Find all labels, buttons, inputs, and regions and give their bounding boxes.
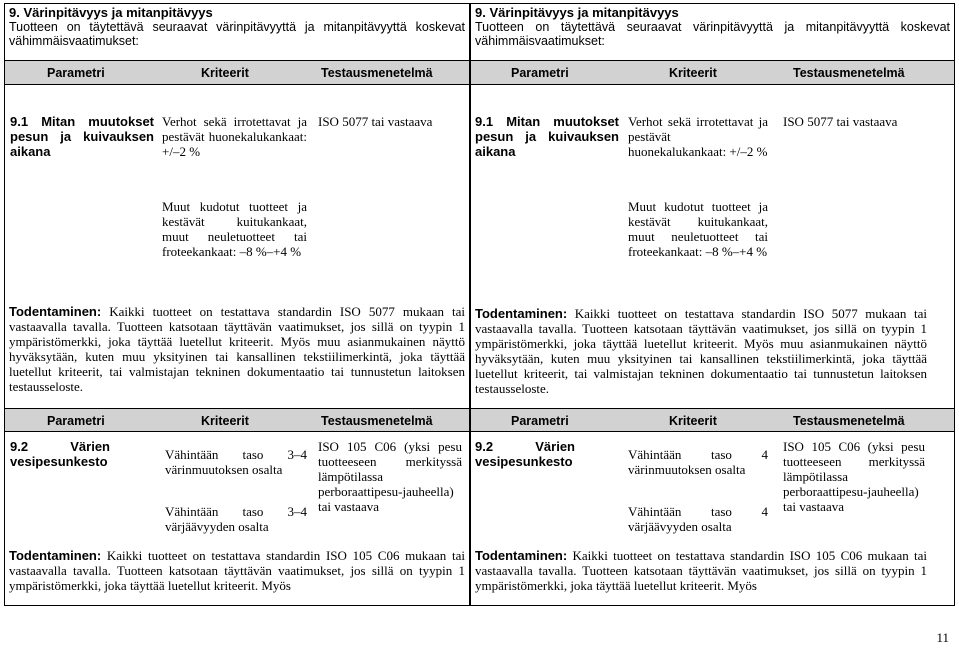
criteria-9-1-b: Muut kudotut tuotteet ja kestävät kuitukankaat, muut neuletuotteet tai froteekankaat: –8 %–+4 % bbox=[162, 199, 307, 259]
method-9-2: ISO 105 C06 (yksi pesu tuotteeseen merkityssä lämpötilassa perboraattipesu-jauheella) tai vastaava bbox=[783, 439, 925, 514]
header-testausmenetelma: Testausmenetelmä bbox=[793, 414, 905, 428]
section-intro: Tuotteen on täytettävä seuraavat värinpitävyyttä ja mitanpitävyyttä koskevat vähimmäisvaatimukset: bbox=[9, 20, 465, 48]
table-header-row bbox=[471, 61, 954, 85]
header-parametri: Parametri bbox=[511, 66, 569, 80]
header-parametri: Parametri bbox=[511, 414, 569, 428]
criteria-9-1-a: Verhot sekä irrotettavat ja pestävät huonekalukankaat: +/–2 % bbox=[162, 114, 307, 159]
verification-text: Kaikki tuotteet on testattava standardin ISO 105 C06 mukaan tai vastaavalla tavalla. Tuotteen katsotaan täyttävän vaatimukset, jos sillä on tyypin 1 ympäristömerkki, joka täyttää luetellut kriteerit. Myös bbox=[9, 548, 465, 593]
table-header-row-2 bbox=[5, 408, 469, 432]
verification-text: Kaikki tuotteet on testattava standardin ISO 5077 mukaan tai vastaavalla tavalla. Tuotteen katsotaan täyttävän vaatimukset, jos sillä on tyypin 1 ympäristömerkki, joka täyttää luetellut kriteerit. Myös muu asianmukainen näyttö hyväksytään, kuten muu yksityinen tai kansallinen tekstiilimerkintä, joka täyttää luetellut kriteerit, tai valmistajan tekninen dokumentaatio tai tunnustetun laitoksen testausseloste. bbox=[475, 306, 927, 396]
criteria-9-1-b: Muut kudotut tuotteet ja kestävät kuitukankaat, muut neuletuotteet tai froteekankaat: –8 %–+4 % bbox=[628, 199, 768, 259]
criteria-9-2-a: Vähintään taso 4 värinmuutoksen osalta bbox=[628, 447, 768, 477]
section-heading: 9. Värinpitävyys ja mitanpitävyys bbox=[475, 5, 679, 20]
table-header-row bbox=[5, 61, 469, 85]
method-9-1: ISO 5077 tai vastaava bbox=[783, 114, 898, 129]
table-header-row-2 bbox=[471, 408, 954, 432]
verification-9-1 bbox=[9, 304, 465, 394]
section-header bbox=[471, 4, 954, 61]
header-kriteerit: Kriteerit bbox=[669, 414, 717, 428]
section-header bbox=[5, 4, 469, 61]
verification-9-2 bbox=[9, 548, 465, 593]
section-heading: 9. Värinpitävyys ja mitanpitävyys bbox=[9, 5, 213, 20]
page-number: 11 bbox=[936, 630, 949, 645]
param-9-1: 9.1 Mitan muutokset pesun ja kuivauksen aikana bbox=[475, 114, 619, 159]
header-parametri: Parametri bbox=[47, 414, 105, 428]
header-parametri: Parametri bbox=[47, 66, 105, 80]
criteria-9-1-a: Verhot sekä irrotettavat ja pestävät huonekalukankaat: +/–2 % bbox=[628, 114, 768, 159]
verification-9-1 bbox=[475, 306, 927, 396]
left-column bbox=[4, 3, 470, 606]
criteria-9-2-b: Vähintään taso 3–4 värjäävyyden osalta bbox=[165, 504, 307, 534]
param-9-1: 9.1 Mitan muutokset pesun ja kuivauksen aikana bbox=[10, 114, 154, 159]
header-kriteerit: Kriteerit bbox=[669, 66, 717, 80]
method-9-2: ISO 105 C06 (yksi pesu tuotteeseen merkityssä lämpötilassa perboraattipesu-jauheella) tai vastaava bbox=[318, 439, 462, 514]
verification-label: Todentaminen: bbox=[9, 304, 102, 319]
param-9-2: 9.2 Värien vesipesunkesto bbox=[475, 439, 575, 469]
right-column bbox=[470, 3, 955, 606]
verification-9-2 bbox=[475, 548, 927, 593]
method-9-1: ISO 5077 tai vastaava bbox=[318, 114, 433, 129]
header-testausmenetelma: Testausmenetelmä bbox=[793, 66, 905, 80]
param-9-2: 9.2 Värien vesipesunkesto bbox=[10, 439, 110, 469]
criteria-9-2-b: Vähintään taso 4 värjäävyyden osalta bbox=[628, 504, 768, 534]
header-kriteerit: Kriteerit bbox=[201, 414, 249, 428]
criteria-9-2-a: Vähintään taso 3–4 värinmuutoksen osalta bbox=[165, 447, 307, 477]
header-kriteerit: Kriteerit bbox=[201, 66, 249, 80]
section-intro: Tuotteen on täytettävä seuraavat värinpitävyyttä ja mitanpitävyyttä koskevat vähimmäisvaatimukset: bbox=[475, 20, 950, 48]
verification-label: Todentaminen: bbox=[9, 548, 102, 563]
verification-label: Todentaminen: bbox=[475, 548, 568, 563]
header-testausmenetelma: Testausmenetelmä bbox=[321, 414, 433, 428]
header-testausmenetelma: Testausmenetelmä bbox=[321, 66, 433, 80]
verification-label: Todentaminen: bbox=[475, 306, 568, 321]
verification-text: Kaikki tuotteet on testattava standardin ISO 5077 mukaan tai vastaavalla tavalla. Tuotteen katsotaan täyttävän vaatimukset, jos sillä on tyypin 1 ympäristömerkki, joka täyttää luetellut kriteerit. Myös muu asianmukainen näyttö hyväksytään, kuten muu yksityinen tai kansallinen tekstiilimerkintä, joka täyttää luetellut kriteerit, tai valmistajan tekninen dokumentaatio tai tunnustetun laitoksen testausseloste. bbox=[9, 304, 465, 394]
verification-text: Kaikki tuotteet on testattava standardin ISO 105 C06 mukaan tai vastaavalla tavalla. Tuotteen katsotaan täyttävän vaatimukset, jos sillä on tyypin 1 ympäristömerkki, joka täyttää luetellut kriteerit. Myös bbox=[475, 548, 927, 593]
